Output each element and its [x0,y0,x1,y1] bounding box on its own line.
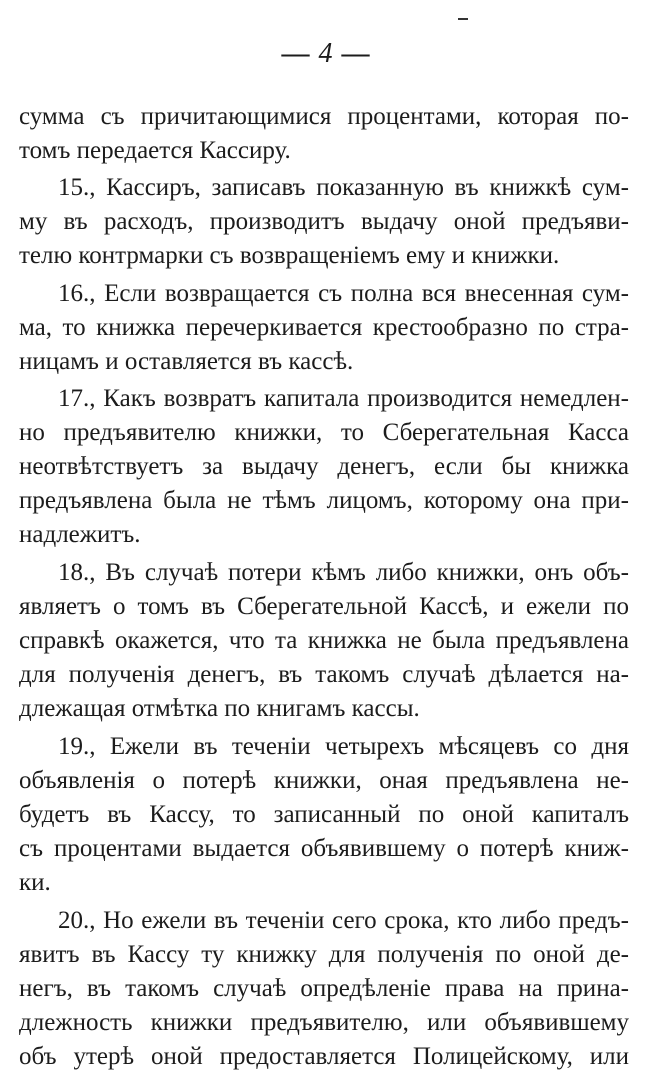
text-line: но предъявителю книжки, то Сберегательная Касса [19,419,629,446]
text-line: длежащая отмѣтка по книгамъ кассы. [19,695,420,722]
text-line: длежность книжки предъявителю, или объявившему [19,1009,629,1036]
text-line: му въ расходъ, производитъ выдачу оной предъяви- [19,208,629,235]
text-line: объ утерѣ оной предоставляется Полицейскому, или [19,1043,629,1070]
print-mark [458,18,468,20]
text-line: предъявлена была не тѣмъ лицомъ, которому она при- [19,487,629,514]
paragraph-16-line: 16., Если возвращается съ полна вся внесенная сум- [58,280,629,307]
text-line: неотвѣтствуетъ за выдачу денегъ, если бы книжка [19,453,629,480]
text-line: ма, то книжка перечеркивается крестообразно по стра- [19,314,629,341]
text-line: для полученiя денегъ, въ такомъ случаѣ дѣлается на- [19,661,629,688]
text-line: будетъ въ Кассу, то записанный по оной капиталъ [19,801,629,828]
paragraph-15-line: 15., Кассиръ, записавъ показанную въ книжкѣ сум- [58,174,629,201]
paragraph-17-line: 17., Какъ возвратъ капитала производится немедлен- [58,385,629,412]
text-line: томъ передается Кассиру. [19,137,291,164]
header-dash-left: — [281,38,311,69]
text-line: являетъ о томъ въ Сберегательной Кассѣ, и ежели по [19,593,629,620]
text-line: объявленiя о потерѣ книжки, оная предъявлена не- [19,767,629,794]
header-dash-right: — [341,38,371,69]
text-line: съ процентами выдается объявившему о потерѣ книж- [19,835,629,862]
text-line: справкѣ окажется, что та книжка не была предъявлена [19,627,629,654]
text-line: негъ, въ такомъ случаѣ опредѣленiе права на прина- [19,975,629,1002]
text-line: сумма съ причитающимися процентами, которая по- [19,103,629,130]
page-number: 4 [318,38,334,69]
paragraph-20-line: 20., Но ежели въ теченiи сего срока, кто либо предъ- [58,907,629,934]
text-line: телю контрмарки съ возвращенiемъ ему и книжки. [19,242,560,269]
paragraph-18-line: 18., Въ случаѣ потери кѣмъ либо книжки, онъ объ- [58,559,629,586]
text-line: надлежитъ. [19,521,141,548]
text-line: ницамъ и оставляется въ кассѣ. [19,348,354,375]
page-header [0,38,652,70]
text-line: явитъ въ Кассу ту книжку для полученiя по оной де- [19,941,629,968]
text-line: ки. [19,869,51,896]
paragraph-19-line: 19., Ежели въ теченiи четырехъ мѣсяцевъ со дня [58,733,629,760]
